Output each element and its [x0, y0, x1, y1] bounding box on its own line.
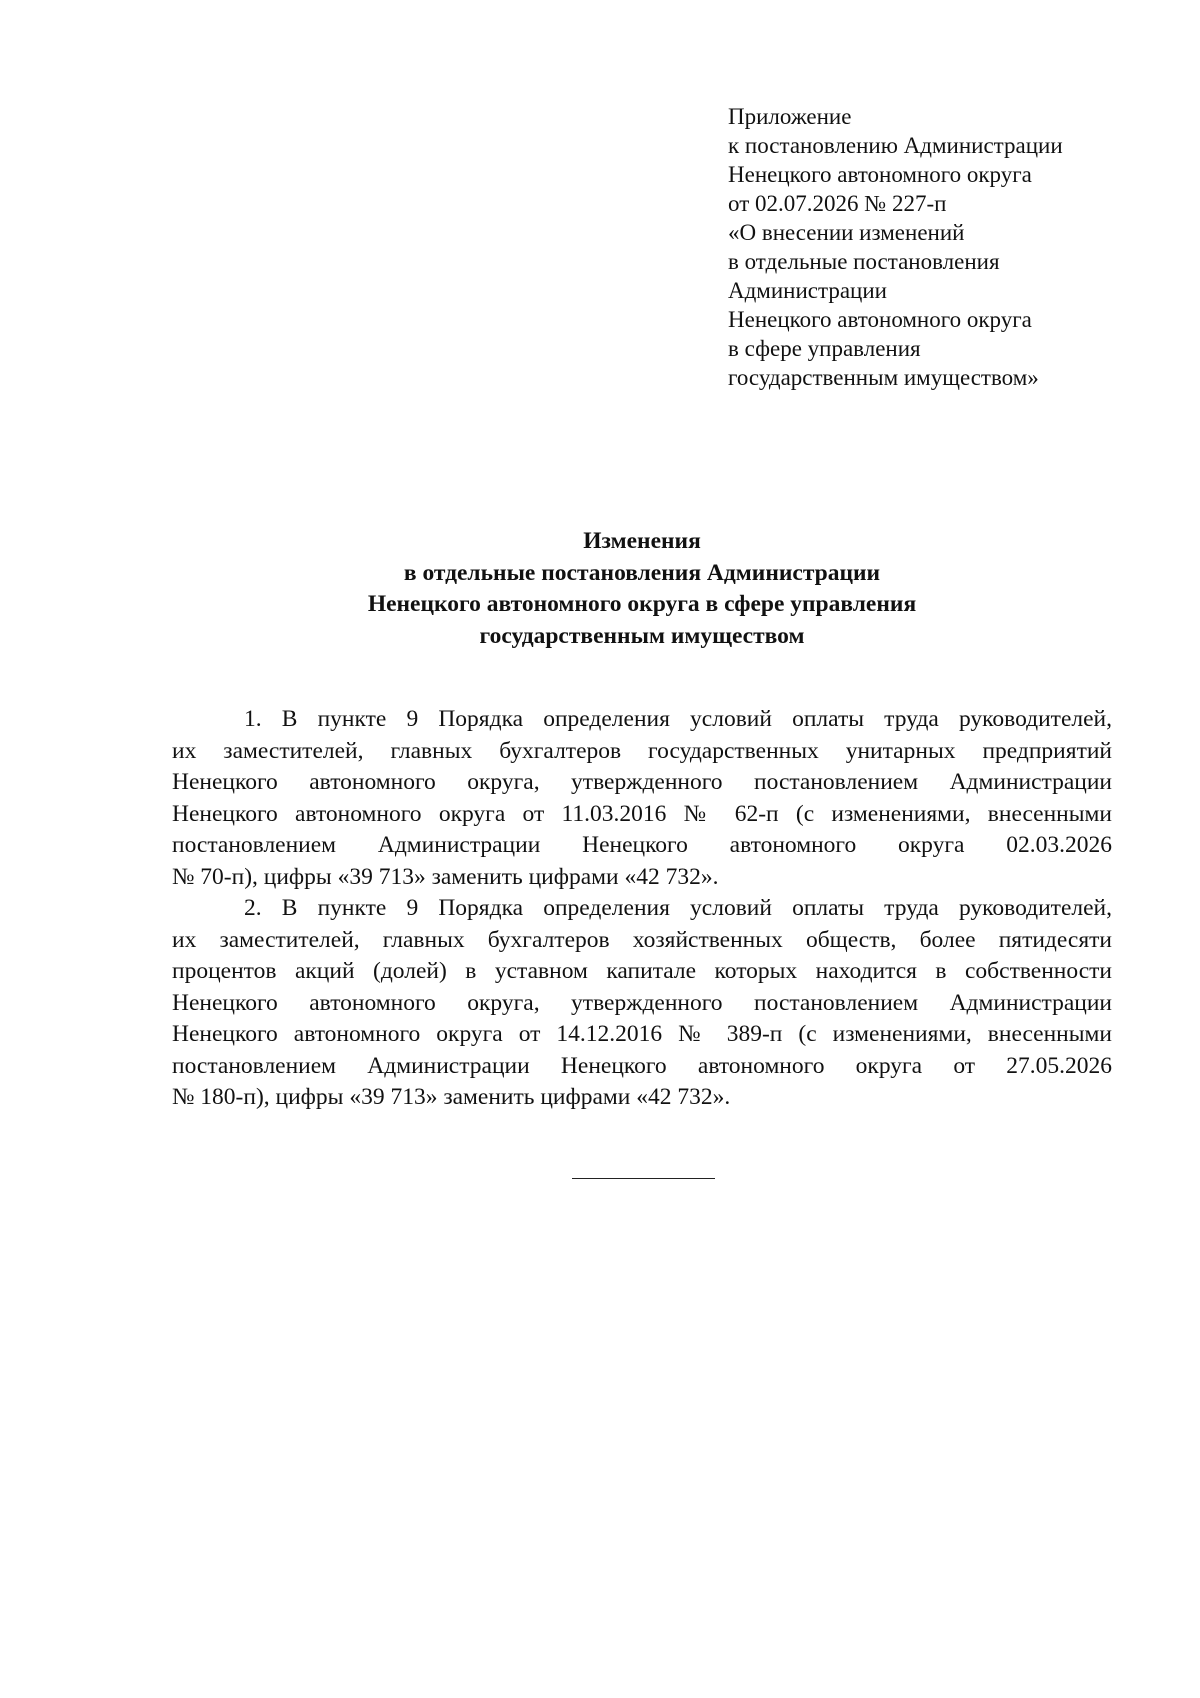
annex-line: от 02.07.2026 № 227-п: [728, 191, 947, 216]
paragraph-line: Ненецкого автономного округа от 11.03.2016 № 62-п (с изменениями, внесенными: [172, 800, 1112, 827]
paragraph-line: 1. В пункте 9 Порядка определения условий оплаты труда руководителей,: [244, 706, 1112, 732]
annex-line: Администрации: [728, 278, 887, 303]
paragraph-line: постановлением Администрации Ненецкого автономного округа от 27.05.2026: [172, 1052, 1112, 1079]
annex-line: Ненецкого автономного округа: [728, 307, 1032, 332]
paragraph-line: Ненецкого автономного округа, утвержденного постановлением Администрации: [172, 989, 1112, 1016]
annex-line: в отдельные постановления: [728, 249, 1000, 274]
paragraph-line: процентов акций (долей) в уставном капитале которых находится в собственности: [172, 958, 1112, 984]
paragraph-line: № 70-п), цифры «39 713» заменить цифрами «42 732».: [172, 863, 719, 890]
document-body: [172, 704, 1112, 1114]
paragraph-1: [172, 704, 1112, 893]
annex-line: государственным имуществом»: [728, 365, 1039, 390]
title-line: государственным имуществом: [479, 622, 805, 649]
paragraph-line: Ненецкого автономного округа, утвержденного постановлением Администрации: [172, 769, 1112, 795]
paragraph-line: 2. В пункте 9 Порядка определения условий оплаты труда руководителей,: [244, 895, 1112, 921]
paragraph-2: [172, 893, 1112, 1114]
title-line: в отдельные постановления Администрации: [403, 559, 881, 586]
paragraph-line: Ненецкого автономного округа от 14.12.2016 № 389-п (с изменениями, внесенными: [172, 1021, 1112, 1047]
annex-line: в сфере управления: [728, 336, 921, 361]
closing-separator-line: [572, 1178, 715, 1179]
paragraph-line: их заместителей, главных бухгалтеров хозяйственных обществ, более пятидесяти: [172, 926, 1112, 953]
annex-line: Приложение: [728, 104, 852, 129]
document-title: [172, 526, 1112, 652]
annex-line: к постановлению Администрации: [728, 133, 1063, 158]
title-line: Ненецкого автономного округа в сфере управления: [367, 591, 917, 617]
title-line: Изменения: [583, 528, 701, 554]
paragraph-line: их заместителей, главных бухгалтеров государственных унитарных предприятий: [172, 737, 1112, 764]
paragraph-line: № 180-п), цифры «39 713» заменить цифрами «42 732».: [172, 1084, 731, 1110]
annex-block: [728, 102, 1168, 392]
annex-line: «О внесении изменений: [728, 220, 965, 245]
annex-line: Ненецкого автономного округа: [728, 162, 1032, 187]
paragraph-line: постановлением Администрации Ненецкого автономного округа 02.03.2026: [172, 832, 1112, 858]
